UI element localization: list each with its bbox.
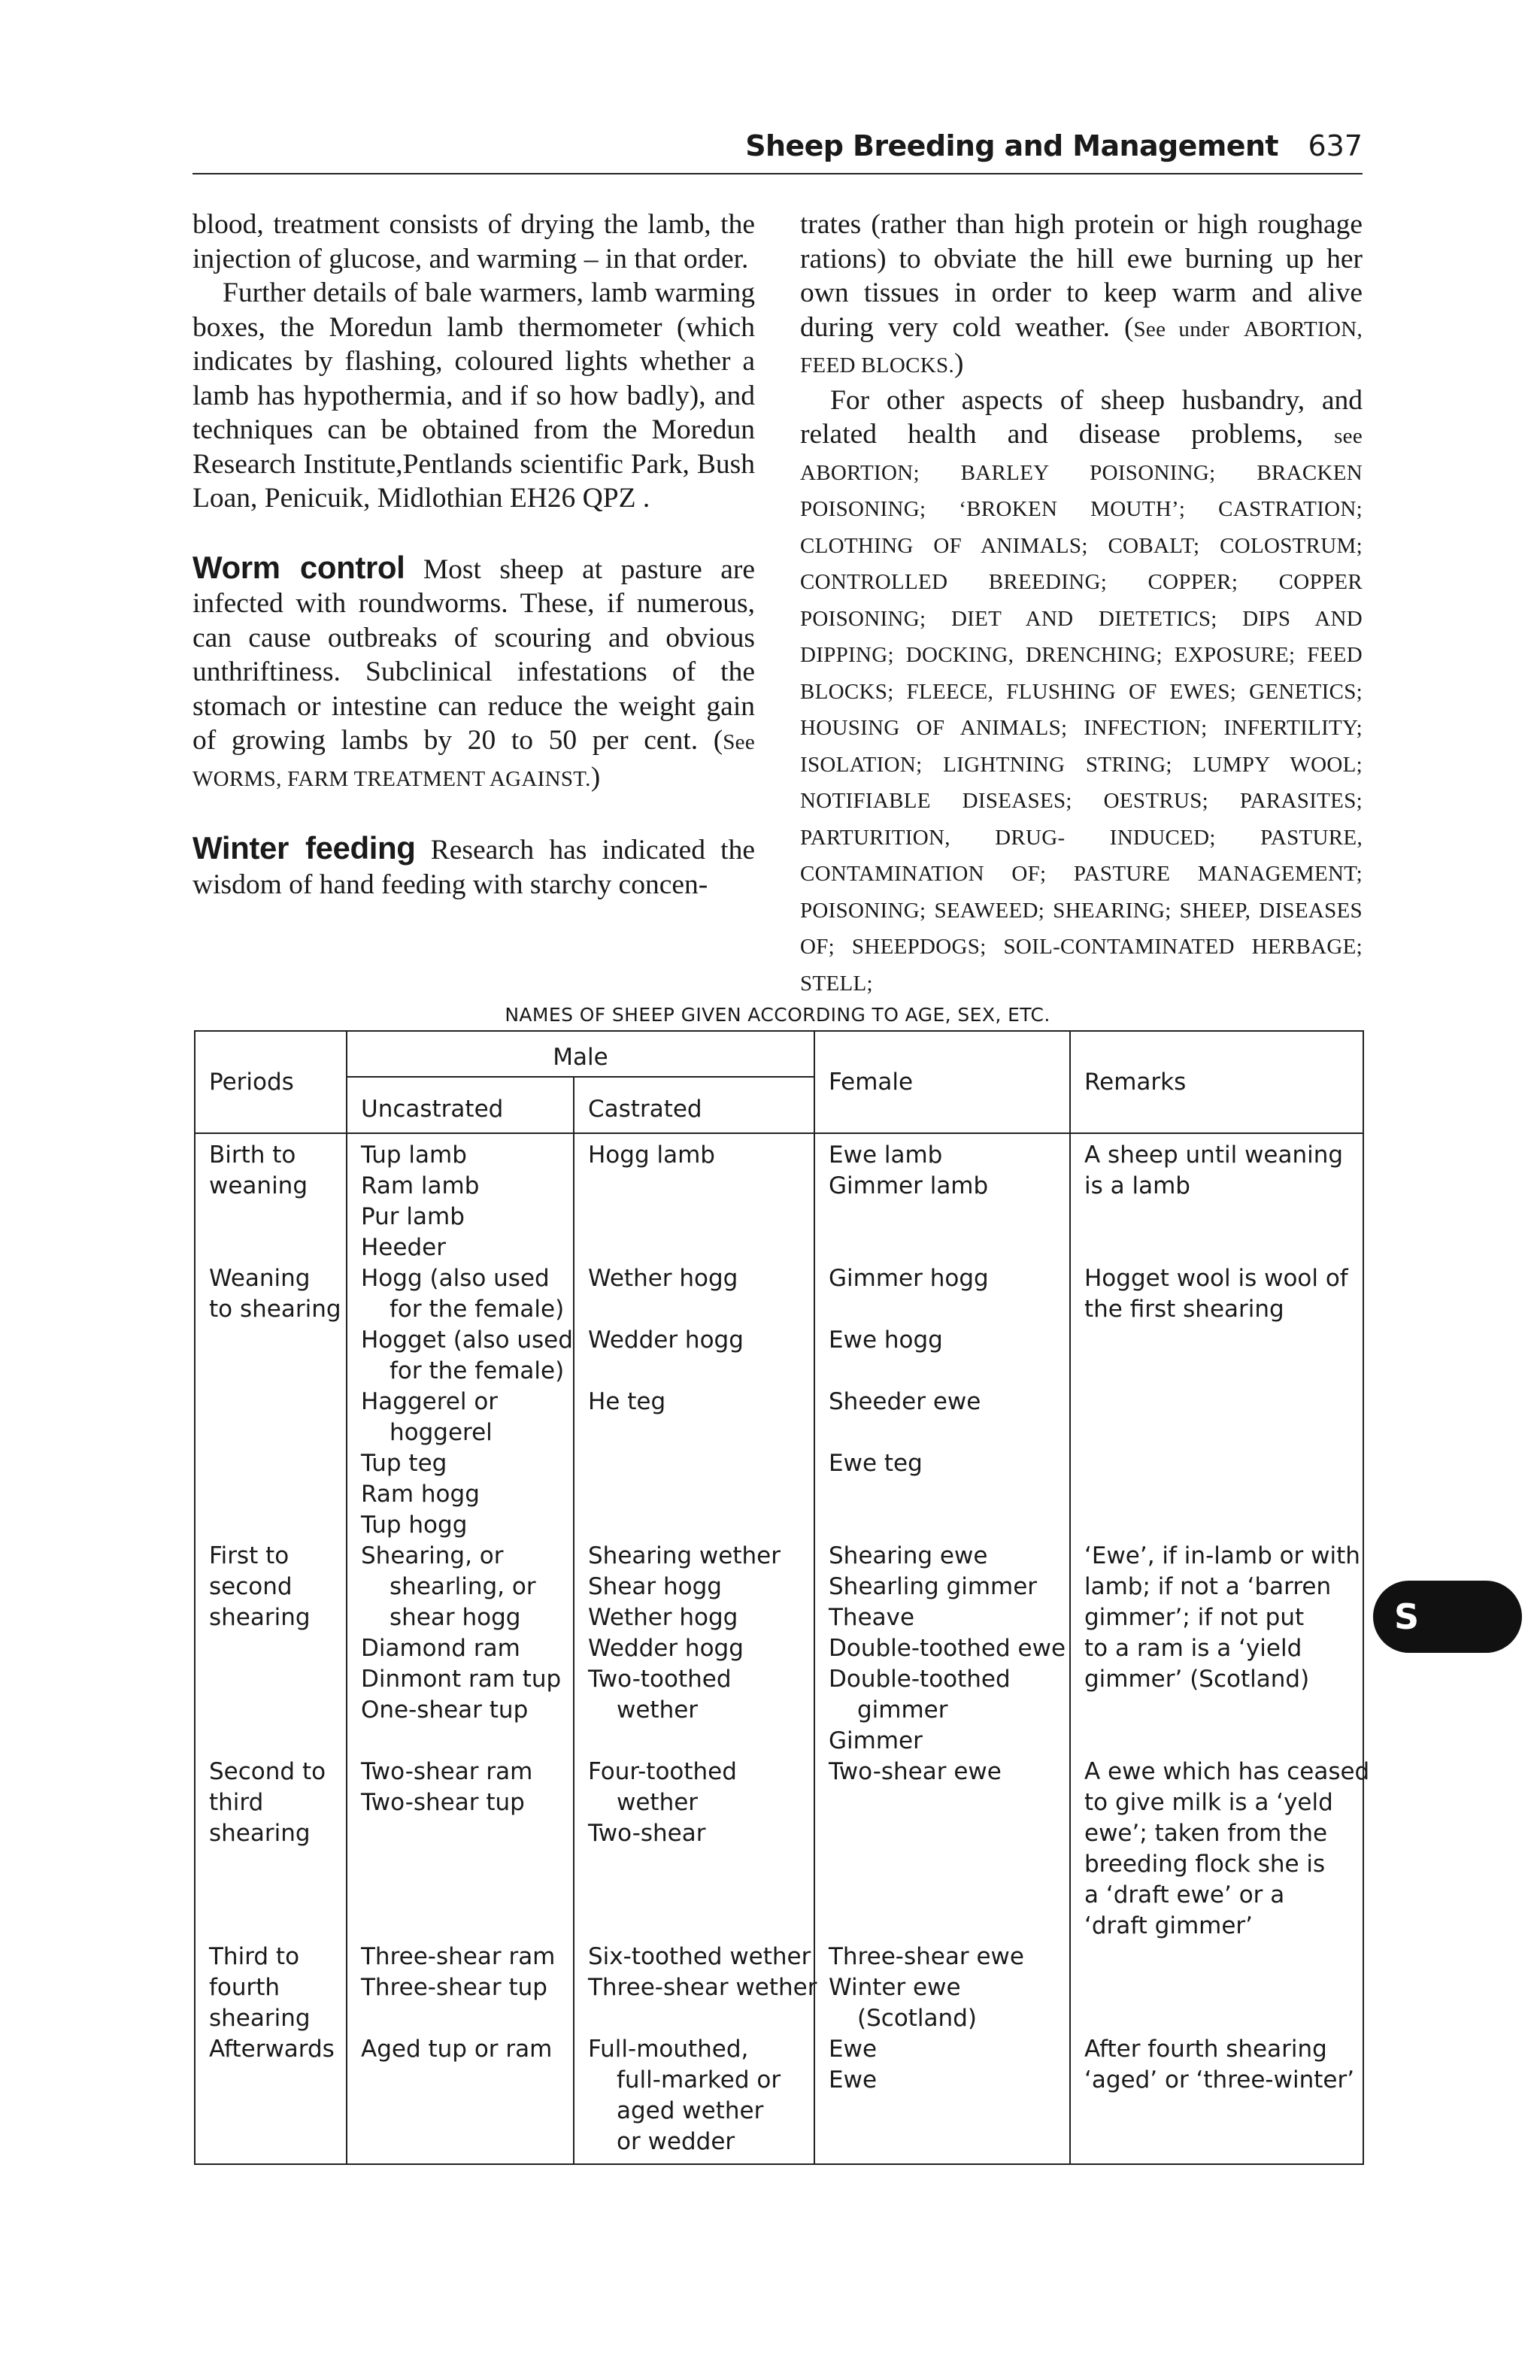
cell-line: Full-mouthed, xyxy=(588,2036,749,2063)
cell-castrated xyxy=(574,1133,814,1263)
cell-line: weaning xyxy=(209,1172,308,1199)
header-remarks: Remarks xyxy=(1070,1031,1363,1133)
cell-line: shearing xyxy=(209,2005,311,2032)
cell-line xyxy=(361,2003,559,2034)
header-castrated: Castrated xyxy=(574,1077,814,1133)
cell-line xyxy=(829,1294,1056,1325)
spacer xyxy=(192,516,755,550)
cell-line: Two-toothed xyxy=(588,1666,732,1693)
cell-female xyxy=(814,1541,1070,1757)
cell-line: shearing xyxy=(209,1604,311,1631)
page-number: 637 xyxy=(1308,129,1363,162)
cell-line: to give milk is a ‘yeld xyxy=(1084,1789,1333,1816)
worm-close-paren: ) xyxy=(590,761,601,793)
cell-line: Four-toothed xyxy=(588,1758,737,1785)
cell-line: Tup hogg xyxy=(361,1511,468,1539)
cell-line: Wedder hogg xyxy=(588,1326,744,1354)
cell-line: Six-toothed wether xyxy=(588,1943,811,1970)
cell-line: A ewe which has ceased xyxy=(1084,1758,1370,1785)
cell-line: Birth to xyxy=(209,1141,296,1169)
cell-line: Two-shear ewe xyxy=(829,1758,1002,1785)
cell-line: Winter ewe xyxy=(829,1974,961,2001)
cell-line: gimmer’; if not put xyxy=(1084,1604,1305,1631)
cell-line: Shear hogg xyxy=(588,1573,722,1600)
cell-line xyxy=(1084,1942,1349,1972)
cell-castrated xyxy=(574,1263,814,1541)
cell-uncastrated xyxy=(347,1757,574,1942)
cell-line: Ewe hogg xyxy=(829,1326,943,1354)
cell-line: After fourth shearing xyxy=(1084,2036,1327,2063)
cell-line: Weaning xyxy=(209,1265,311,1292)
cell-line: Shearing ewe xyxy=(829,1542,988,1569)
cell-line: Sheeder ewe xyxy=(829,1388,981,1415)
cell-line: fourth xyxy=(209,1974,280,2001)
table-caption: NAMES OF SHEEP GIVEN ACCORDING TO AGE, SEX, ETC. xyxy=(505,1004,1050,1026)
cell-line: Two-shear ram xyxy=(361,1758,533,1785)
cell-line: Diamond ram xyxy=(361,1635,520,1662)
cell-line: Wedder hogg xyxy=(588,1635,744,1662)
cell-line: full-marked or xyxy=(617,2066,781,2093)
cell-line: Hogg lamb xyxy=(588,1141,715,1169)
cell-line: ‘draft gimmer’ xyxy=(1084,1912,1254,1939)
cell-line: to shearing xyxy=(209,1296,341,1323)
cell-line: Shearing, or xyxy=(361,1542,504,1569)
cell-line: shearling, or xyxy=(390,1573,536,1600)
cell-uncastrated xyxy=(347,1942,574,2164)
cell-line: Double-toothed xyxy=(829,1666,1011,1693)
cell-line: (Scotland) xyxy=(857,2005,977,2032)
cell-line: Wether hogg xyxy=(588,1265,738,1292)
cell-line: Dinmont ram tup xyxy=(361,1666,562,1693)
paragraph-other-aspects xyxy=(800,384,1363,1002)
cell-line: for the female) xyxy=(390,1296,565,1323)
left-column xyxy=(192,208,755,902)
cell-line xyxy=(1084,2003,1349,2034)
table-header-row xyxy=(195,1031,1363,1077)
cell-line: is a lamb xyxy=(1084,1172,1190,1199)
cell-line xyxy=(588,2003,800,2034)
cell-line xyxy=(588,1294,800,1325)
cell-line: Tup lamb xyxy=(361,1141,467,1169)
cell-line: Aged tup or ram xyxy=(361,2036,553,2063)
cell-line: a ‘draft ewe’ or a xyxy=(1084,1881,1285,1909)
paragraph-concentrates xyxy=(800,208,1363,384)
cell-female xyxy=(814,1757,1070,1942)
cell-line: Three-shear wether xyxy=(588,1974,817,2001)
table-row xyxy=(195,1541,1363,1757)
cell-period xyxy=(195,1942,347,2164)
cell-line: the first shearing xyxy=(1084,1296,1284,1323)
cell-line xyxy=(829,1417,1056,1448)
winter-feeding-heading: Winter feeding xyxy=(192,830,416,866)
header-male: Male xyxy=(347,1031,814,1077)
cell-period xyxy=(195,1133,347,1263)
cell-line: breeding flock she is xyxy=(1084,1851,1326,1878)
cell-line: shear hogg xyxy=(390,1604,521,1631)
cell-line: Third to xyxy=(209,1943,300,1970)
cell-line: Gimmer lamb xyxy=(829,1172,989,1199)
cell-line: Double-toothed ewe xyxy=(829,1635,1066,1662)
header-periods: Periods xyxy=(195,1031,347,1133)
section-worm-control xyxy=(192,550,755,797)
cell-line: Hogg (also used xyxy=(361,1265,550,1292)
other-aspects-text: For other aspects of sheep husbandry, and related health and disease problems, xyxy=(800,384,1363,450)
cell-line: Hogget (also used xyxy=(361,1326,573,1354)
cell-castrated xyxy=(574,1541,814,1757)
cell-line: He teg xyxy=(588,1388,666,1415)
cell-line: First to xyxy=(209,1542,290,1569)
section-thumb-tab: S xyxy=(1373,1581,1522,1653)
abortion-cross-reference: ABORTION, FEED BLOCKS. xyxy=(800,317,1363,377)
cell-line: A sheep until weaning xyxy=(1084,1141,1344,1169)
cell-line: Two-shear tup xyxy=(361,1789,525,1816)
cell-castrated xyxy=(574,1942,817,2164)
cell-line: to a ram is a ‘yield xyxy=(1084,1635,1302,1662)
paragraph-further-details: Further details of bale warmers, lamb warming boxes, the Moredun lamb thermometer (which indicates by flashing, coloured lights whether a lamb has hypothermia, and if so how badly), and techniques can be obtained from the Moredun Research Institute,Pentlands scientific Park, Bush Loan, Penicuik, Midlothian EH26 QPZ . xyxy=(192,277,755,514)
cell-line: ‘Ewe’, if in-lamb or with xyxy=(1084,1542,1360,1569)
running-title: Sheep Breeding and Management xyxy=(745,129,1278,162)
cell-line: second xyxy=(209,1573,293,1600)
cell-line: wether xyxy=(617,1696,699,1724)
table-body xyxy=(195,1133,1370,2164)
cell-line: shearing xyxy=(209,1820,311,1847)
cell-line: or wedder xyxy=(617,2128,735,2155)
see-word: see xyxy=(1334,424,1363,448)
cell-uncastrated xyxy=(347,1541,574,1757)
cell-line: Haggerel or xyxy=(361,1388,499,1415)
cell-line: Theave xyxy=(829,1604,915,1631)
paragraph-blood-treatment: blood, treatment consists of drying the lamb, the injection of glucose, and warming – in that order. xyxy=(192,209,755,274)
worm-see-word: See xyxy=(723,730,755,754)
cell-line: Wether hogg xyxy=(588,1604,738,1631)
cell-period xyxy=(195,1263,347,1541)
page-header xyxy=(192,125,1363,174)
header-female: Female xyxy=(814,1031,1070,1133)
cell-period xyxy=(195,1757,347,1942)
cross-reference-list: ABORTION; BARLEY POISONING; BRACKEN POISONING; ‘BROKEN MOUTH’; CASTRATION; CLOTHING OF ANIMALS; COBALT; COLOSTRUM; CONTROLLED BREEDING; COPPER; COPPER POISONING; DIET AND DIETETICS; DIPS AND DIPPING; DOCKING, DRENCHING; EXPOSURE; FEED BLOCKS; FLEECE, FLUSHING OF EWES; GENETICS; HOUSING OF ANIMALS; INFECTION; INFERTILITY; ISOLATION; LIGHTNING STRING; LUMPY WOOL; NOTIFIABLE DISEASES; OESTRUS; PARASITES; PARTURITION, DRUG- INDUCED; PASTURE, CONTAMINATION OF; PASTURE MANAGEMENT; POISONING; SEAWEED; SHEARING; SHEEP, DISEASES OF; SHEEPDOGS; SOIL-CONTAMINATED HERBAGE; STELL; xyxy=(800,460,1363,996)
cell-line: Three-shear ram xyxy=(361,1943,556,1970)
right-column xyxy=(800,208,1363,1001)
worm-control-text: Most sheep at pasture are infected with roundworms. These, if numerous, can cause outbreaks of scouring and obvious unthriftiness. Subclinical infestations of the stomach or intestine can reduce the weight gain of growing lambs by 20 to 50 per cent. ( xyxy=(192,553,755,756)
cell-line: One-shear tup xyxy=(361,1696,529,1724)
cell-line: Two-shear xyxy=(588,1820,706,1847)
cell-female xyxy=(814,1133,1070,1263)
table-row xyxy=(195,1263,1363,1541)
cell-line: Three-shear tup xyxy=(361,1974,547,2001)
cell-line: Three-shear ewe xyxy=(829,1943,1024,1970)
cell-line: Shearling gimmer xyxy=(829,1573,1038,1600)
cell-castrated xyxy=(574,1757,814,1942)
worm-control-heading: Worm control xyxy=(192,549,405,585)
table-row xyxy=(195,1133,1363,1263)
concentrates-close-paren: ) xyxy=(954,348,964,379)
cell-line: Hogget wool is wool of xyxy=(1084,1265,1348,1292)
cell-line: Ewe xyxy=(829,2066,878,2093)
sheep-names-table xyxy=(194,1030,1370,2165)
cell-uncastrated xyxy=(347,1263,574,1541)
cell-period xyxy=(195,1541,347,1757)
cell-line: gimmer xyxy=(857,1696,948,1724)
cell-line xyxy=(1084,1972,1349,2003)
cell-line: ewe’; taken from the xyxy=(1084,1820,1328,1847)
cell-line: aged wether xyxy=(617,2097,764,2124)
cell-line xyxy=(588,1356,800,1387)
cell-line: Afterwards xyxy=(209,2036,335,2063)
concentrates-text: trates (rather than high protein or high roughage rations) to obviate the hill ewe burning up her own tissues in order to keep warm and alive during very cold weather. ( xyxy=(800,209,1363,343)
cell-line: hoggerel xyxy=(390,1419,493,1446)
cell-line: lamb; if not a ‘barren xyxy=(1084,1573,1332,1600)
header-uncastrated: Uncastrated xyxy=(347,1077,574,1133)
section-winter-feeding xyxy=(192,831,755,902)
cell-line: Gimmer xyxy=(829,1727,923,1754)
cell-line: gimmer’ (Scotland) xyxy=(1084,1666,1310,1693)
see-under-word: See under xyxy=(1133,317,1229,341)
cell-line: Ewe xyxy=(829,2036,878,2063)
cell-line: Ewe teg xyxy=(829,1450,923,1477)
cell-uncastrated xyxy=(347,1133,574,1263)
cell-line: Shearing wether xyxy=(588,1542,781,1569)
cell-remarks xyxy=(1070,1263,1363,1541)
cell-line: Ram lamb xyxy=(361,1172,480,1199)
worm-cross-reference: WORMS, FARM TREATMENT AGAINST. xyxy=(192,766,591,791)
cell-line: for the female) xyxy=(390,1357,565,1384)
cell-female xyxy=(814,1942,1070,2164)
cell-line: Ram hogg xyxy=(361,1481,480,1508)
table-row xyxy=(195,1757,1363,1942)
cell-remarks xyxy=(1070,1541,1363,1757)
spacer xyxy=(192,796,755,831)
cell-line: Ewe lamb xyxy=(829,1141,943,1169)
cell-line: Second to xyxy=(209,1758,326,1785)
cell-line xyxy=(829,1356,1056,1387)
cell-line: third xyxy=(209,1789,264,1816)
cell-remarks xyxy=(1070,1942,1363,2164)
table-row xyxy=(195,1942,1363,2164)
cell-remarks xyxy=(1070,1133,1363,1263)
cell-line: Gimmer hogg xyxy=(829,1265,989,1292)
cell-line: ‘aged’ or ‘three-winter’ xyxy=(1084,2066,1355,2093)
winter-feeding-text: Research has indicated the wisdom of hand feeding with starchy concen- xyxy=(192,835,755,900)
cell-remarks xyxy=(1070,1757,1370,1942)
cell-female xyxy=(814,1263,1070,1541)
cell-line: wether xyxy=(617,1789,699,1816)
cell-line: Tup teg xyxy=(361,1450,447,1477)
cell-line: Heeder xyxy=(361,1234,446,1261)
cell-line: Pur lamb xyxy=(361,1203,465,1230)
